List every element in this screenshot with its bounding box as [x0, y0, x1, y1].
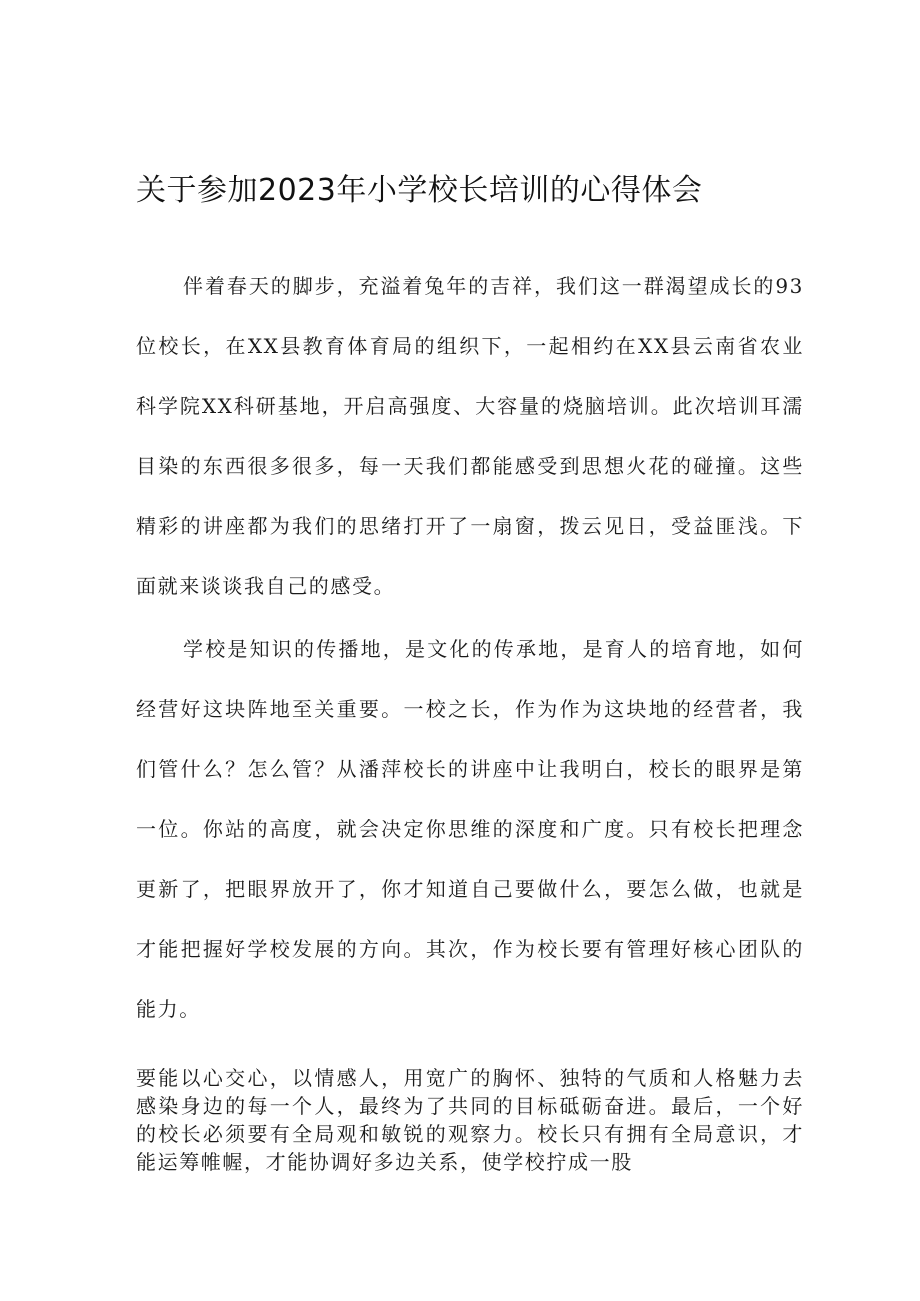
body-section-2: [136, 619, 804, 1039]
document-title: 关于参加2023年小学校长培训的心得体会: [136, 173, 703, 208]
paragraph-3: 要能以心交心，以情感人，用宽广的胸怀、独特的气质和人格魅力去感染身边的每一个人，最终为了共同的目标砥砺奋进。最后，一个好的校长必须要有全局观和敏锐的观察力。校长只有拥有全局意识，才能运筹帷幄，才能协调好多边关系，使学校拧成一股: [136, 1066, 804, 1174]
body-section-1: [136, 256, 804, 616]
paragraph-2: 学校是知识的传播地，是文化的传承地，是育人的培育地，如何经营好这块阵地至关重要。一校之长，作为作为这块地的经营者，我们管什么？怎么管？从潘萍校长的讲座中让我明白，校长的眼界是第一位。你站的高度，就会决定你思维的深度和广度。只有校长把理念更新了，把眼界放开了，你才知道自己要做什么，要怎么做，也就是才能把握好学校发展的方向。其次，作为校长要有管理好核心团队的能力。: [136, 637, 804, 1021]
body-section-3: [136, 1064, 804, 1176]
paragraph-1: 伴着春天的脚步，充溢着兔年的吉祥，我们这一群渴望成长的93位校长，在XX县教育体育局的组织下，一起相约在XX县云南省农业科学院XX科研基地，开启高强度、大容量的烧脑培训。此次培训耳濡目染的东西很多很多，每一天我们都能感受到思想火花的碰撞。这些精彩的讲座都为我们的思绪打开了一扇窗，拨云见日，受益匪浅。下面就来谈谈我自己的感受。: [136, 274, 804, 598]
